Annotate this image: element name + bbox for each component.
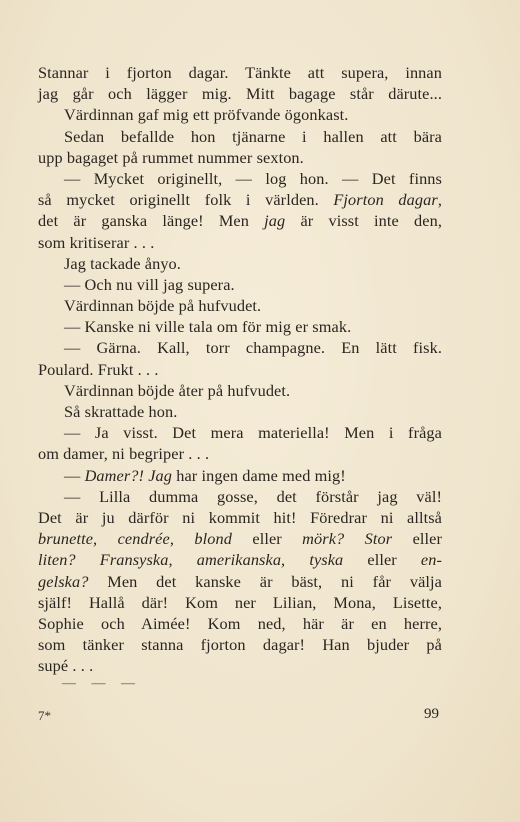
text-segment: — Gärna. Kall, torr champagne. En lätt fisk. — [64, 338, 442, 358]
text-segment: eller — [231, 529, 303, 549]
text-line — [38, 571, 442, 592]
text-segment: det är ganska länge! Men — [38, 211, 265, 231]
body-text — [38, 62, 442, 676]
text-line — [38, 62, 442, 83]
text-line — [38, 253, 442, 274]
text-segment: Men det kanske är bäst, ni får välja — [88, 571, 442, 591]
text-line — [38, 655, 442, 676]
text-line — [38, 465, 442, 486]
text-segment: är visst inte den, — [285, 211, 442, 231]
text-segment: Stannar i fjorton dagar. Tänkte att supera, innan — [38, 63, 442, 82]
text-segment: som kritiserar . . . — [38, 232, 155, 252]
italic-text: Fjorton dagar — [333, 190, 438, 210]
text-line — [38, 168, 442, 189]
text-segment: — Och nu vill jag supera. — [64, 274, 235, 294]
signature-mark: 7* — [38, 708, 51, 723]
text-line — [38, 634, 442, 655]
text-line — [38, 337, 442, 358]
text-segment: Sophie och Aimée! Kom ned, här är en herre, — [38, 613, 442, 633]
text-line — [38, 549, 442, 570]
italic-text: jag — [264, 211, 286, 231]
italic-text: gelska? — [38, 571, 89, 591]
italic-text: mörk? Stor — [302, 529, 393, 549]
italic-text: liten? Fransyska, amerikanska, tyska — [38, 550, 344, 570]
text-segment: upp bagaget på rummet nummer sexton. — [38, 147, 304, 167]
text-segment: så mycket originellt folk i världen. — [38, 190, 334, 210]
text-line — [38, 613, 442, 634]
text-line — [38, 486, 442, 507]
text-line — [38, 274, 442, 295]
text-segment: som tänker stanna fjorton dagar! Han bjuder på — [38, 635, 442, 655]
text-line — [38, 232, 442, 253]
text-line — [38, 295, 442, 316]
text-segment: — Ja visst. Det mera materiella! Men i fråga — [64, 423, 442, 443]
text-line — [38, 104, 442, 125]
text-segment: Poulard. Frukt . . . — [38, 359, 159, 379]
text-segment: Värdinnan böjde åter på hufvudet. — [64, 380, 291, 400]
text-line — [38, 528, 442, 549]
text-segment: Värdinnan gaf mig ett pröfvande ögonkast. — [64, 105, 349, 125]
text-segment: har ingen dame med mig! — [172, 465, 346, 485]
text-segment: eller — [392, 529, 443, 549]
text-line — [38, 210, 442, 231]
text-line — [38, 189, 442, 210]
text-segment: jag går och lägger mig. Mitt bagage står därute... — [38, 84, 442, 104]
italic-text: en- — [420, 550, 442, 570]
text-line — [38, 126, 442, 147]
text-segment: Värdinnan böjde på hufvudet. — [64, 296, 262, 316]
text-segment: Så skrattade hon. — [64, 402, 178, 421]
text-line — [38, 359, 442, 380]
text-line — [38, 380, 442, 401]
text-line — [38, 401, 442, 422]
text-segment: om damer, ni begriper . . . — [38, 444, 210, 464]
italic-text: Damer?! Jag — [84, 465, 173, 485]
text-segment: — Lilla dumma gosse, det förstår jag väl! — [64, 486, 442, 506]
text-line — [38, 443, 442, 464]
text-segment: supé . . . — [38, 656, 94, 676]
text-segment: — Kanske ni ville tala om för mig er smak. — [64, 317, 352, 337]
text-line — [38, 147, 442, 168]
text-line — [38, 83, 442, 104]
text-segment: Det är ju därför ni kommit hit! Föredrar ni alltså — [38, 507, 442, 527]
italic-text: brunette, cendrée, blond — [38, 529, 232, 549]
text-segment: själf! Hallå där! Kom ner Lilian, Mona, Lisette, — [38, 592, 442, 612]
text-segment: Jag tackade ånyo. — [64, 253, 181, 273]
text-line — [38, 592, 442, 613]
text-segment: — Mycket originellt, — log hon. — Det finns — [64, 168, 442, 188]
text-segment: Sedan befallde hon tjänarne i hallen att bära — [64, 126, 442, 146]
section-separator: — — — — [62, 676, 141, 691]
text-line — [38, 422, 442, 443]
text-line — [38, 316, 442, 337]
text-line — [38, 507, 442, 528]
text-segment: , — [437, 190, 442, 210]
page-number: 99 — [424, 706, 439, 722]
text-segment: eller — [343, 550, 421, 570]
text-segment: — — [64, 465, 85, 485]
